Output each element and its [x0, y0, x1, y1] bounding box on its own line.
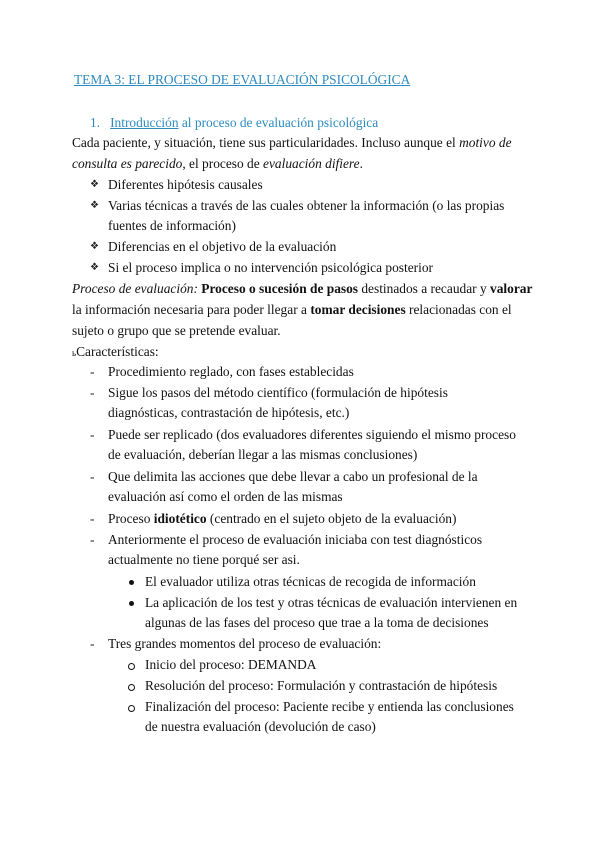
- text-italic: consulta es parecido: [72, 156, 183, 171]
- diamond-bullet-icon: ❖: [90, 200, 99, 211]
- dash-item-cont: evaluación así como el orden de las mismas: [108, 489, 343, 504]
- text: Proceso: [108, 511, 154, 526]
- filled-bullet-icon: [129, 601, 134, 606]
- section-heading: [90, 115, 378, 131]
- text-italic: evaluación difiere: [263, 156, 360, 171]
- dash-item-cont: de evaluación, deberían llegar a las mismas conclusiones): [108, 447, 418, 462]
- text-italic: motivo de: [459, 135, 512, 150]
- phase-item: Resolución del proceso: Formulación y contrastación de hipótesis: [145, 678, 498, 693]
- bullet-item: Diferencias en el objetivo de la evaluación: [108, 239, 337, 254]
- text-bold: idiotético: [153, 511, 207, 526]
- dash-item: Tres grandes momentos del proceso de evaluación:: [108, 636, 382, 651]
- diamond-bullet-icon: ❖: [90, 179, 99, 190]
- dash-bullet-icon: -: [90, 636, 95, 651]
- text: destinados a recaudar y: [358, 281, 491, 296]
- characteristics-heading: [72, 344, 159, 361]
- text: , el proceso de: [182, 156, 264, 171]
- text: .: [359, 156, 363, 171]
- dash-item-cont: diagnósticas, contrastación de hipótesis, etc.): [108, 405, 350, 420]
- intro-line-2: [72, 156, 363, 172]
- dash-bullet-icon: -: [90, 532, 95, 547]
- sub-bullet-item: El evaluador utiliza otras técnicas de recogida de información: [145, 574, 476, 589]
- definition-line-2: [72, 302, 512, 318]
- dash-item: Sigue los pasos del método científico (formulación de hipótesis: [108, 385, 448, 400]
- text: Cada paciente, y situación, tiene sus particularidades. Incluso aunque el: [72, 135, 460, 150]
- bullet-item: Si el proceso implica o no intervención psicológica posterior: [108, 260, 434, 275]
- dash-item: Anteriormente el proceso de evaluación iniciaba con test diagnósticos: [108, 532, 483, 547]
- dash-bullet-icon: -: [90, 469, 95, 484]
- hollow-bullet-icon: [128, 663, 135, 670]
- bullet-item: Varias técnicas a través de las cuales obtener la información (o las propias: [108, 198, 505, 213]
- sub-bullet-item: La aplicación de los test y otras técnicas de evaluación intervienen en: [145, 595, 518, 610]
- characteristics-marker-icon: ь: [72, 348, 77, 358]
- text: relacionadas con el: [405, 302, 512, 317]
- hollow-bullet-icon: [128, 684, 135, 691]
- text: (centrado en el sujeto objeto de la evaluación): [206, 511, 457, 526]
- dash-bullet-icon: -: [90, 427, 95, 442]
- filled-bullet-icon: [129, 580, 134, 585]
- dash-item: [108, 511, 456, 527]
- dash-bullet-icon: -: [90, 511, 95, 526]
- dash-bullet-icon: -: [90, 364, 95, 379]
- text: la información necesaria para poder llegar a: [72, 302, 311, 317]
- dash-item: Procedimiento reglado, con fases establecidas: [108, 364, 354, 379]
- bullet-item-cont: fuentes de información): [108, 218, 236, 233]
- diamond-bullet-icon: ❖: [90, 241, 99, 252]
- phase-item: Finalización del proceso: Paciente recibe y entienda las conclusiones: [145, 699, 514, 714]
- text-bold: valorar: [490, 281, 533, 296]
- definition-line-1: [72, 281, 532, 297]
- hollow-bullet-icon: [128, 705, 135, 712]
- dash-item-cont: actualmente no tiene porqué ser asi.: [108, 552, 300, 567]
- text-bold: tomar decisiones: [310, 302, 406, 317]
- diamond-bullet-icon: ❖: [90, 262, 99, 273]
- characteristics-label: Características:: [76, 344, 159, 359]
- bullet-item: Diferentes hipótesis causales: [108, 177, 263, 192]
- phase-item-cont: de nuestra evaluación (devolución de caso): [145, 719, 376, 734]
- sub-bullet-item-cont: algunas de las fases del proceso que trae a la toma de decisiones: [145, 615, 489, 630]
- dash-bullet-icon: -: [90, 385, 95, 400]
- page-title: TEMA 3: EL PROCESO DE EVALUACIÓN PSICOLÓGICA: [74, 72, 411, 87]
- definition-line-3: sujeto o grupo que se pretende evaluar.: [72, 323, 281, 338]
- phase-item: Inicio del proceso: DEMANDA: [145, 657, 317, 672]
- intro-line-1: [72, 135, 527, 151]
- introduccion-link[interactable]: Introducción: [110, 115, 179, 130]
- section-number: 1.: [90, 115, 101, 130]
- section-heading-rest: al proceso de evaluación psicológica: [178, 115, 379, 130]
- dash-item: Puede ser replicado (dos evaluadores diferentes siguiendo el mismo proceso: [108, 427, 516, 442]
- dash-item: Que delimita las acciones que debe llevar a cabo un profesional de la: [108, 469, 478, 484]
- text-italic: Proceso de evaluación:: [72, 281, 198, 296]
- text-bold: Proceso o sucesión de pasos: [197, 281, 359, 296]
